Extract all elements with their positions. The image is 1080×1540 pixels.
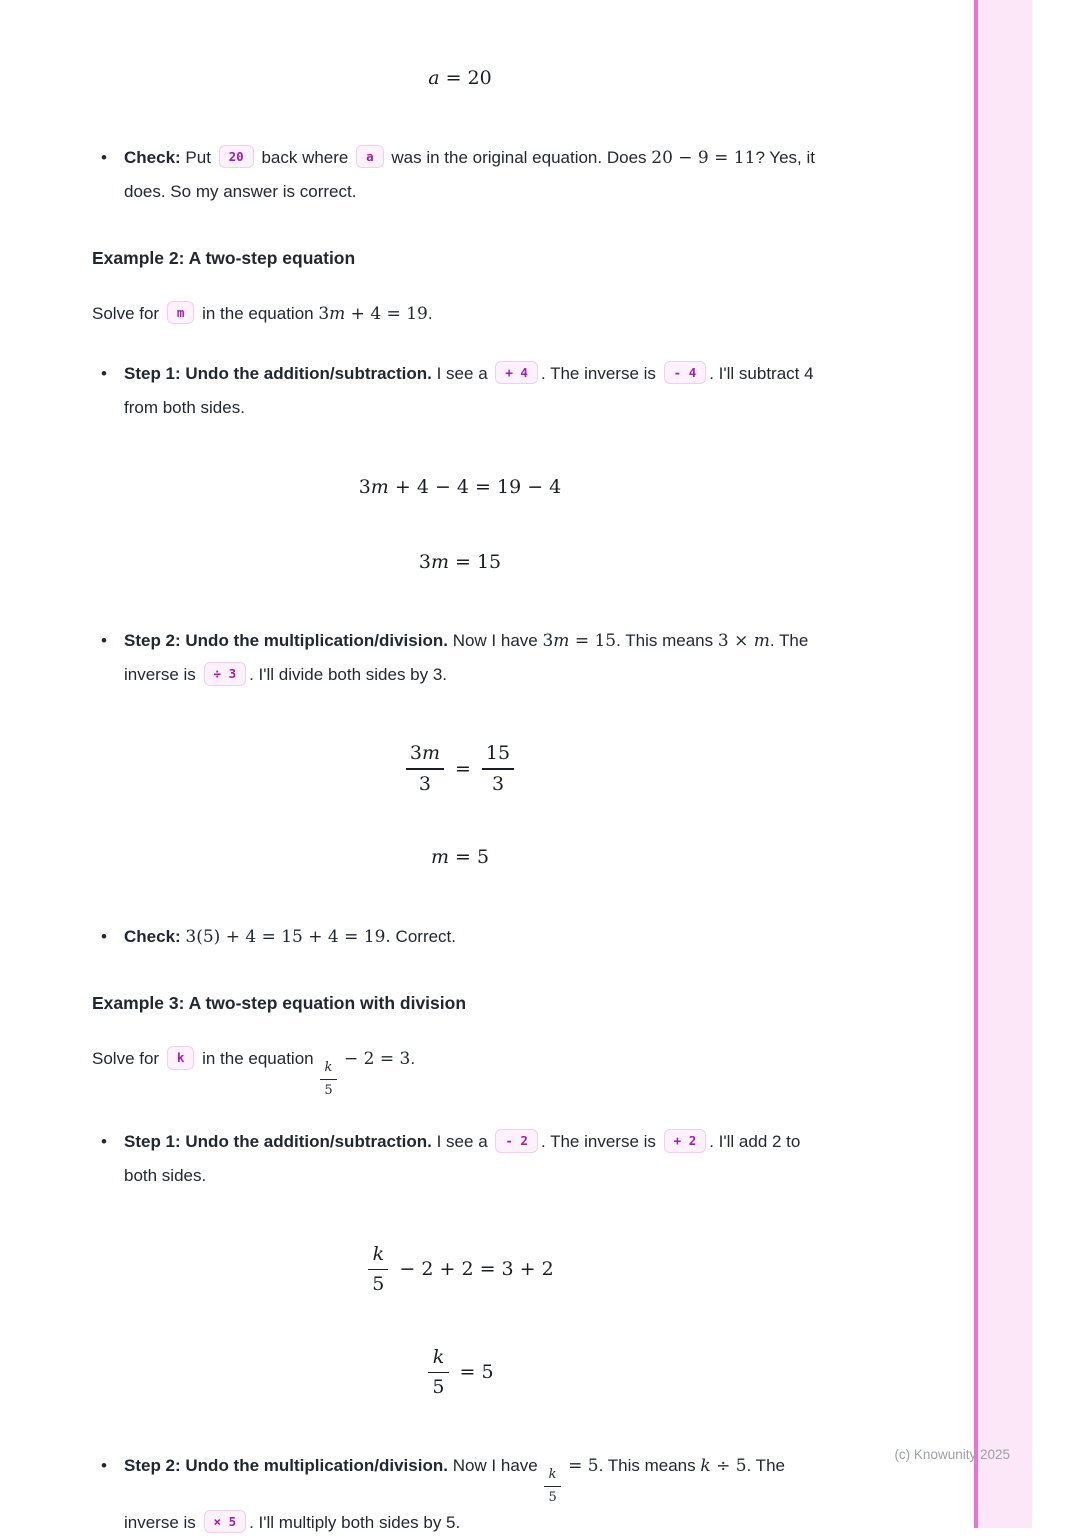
text-segment: in the equation (197, 303, 319, 323)
math-text: = 20 (439, 67, 492, 89)
text-segment: . I'll add 2 to both sides. (124, 1132, 801, 1186)
inline-fraction-k-over-5 (544, 1467, 560, 1506)
inline-code-badge: - 4 (664, 361, 707, 385)
math-text: + 4 − 4 = 19 − 4 (388, 475, 562, 498)
math-variable: m (329, 303, 346, 324)
display-equation-ex2-step1 (92, 475, 828, 500)
text-segment: Solve for (92, 1049, 164, 1069)
display-equation-m-solution (92, 845, 828, 870)
inline-code-badge: - 2 (495, 1129, 538, 1153)
inline-code-badge: a (356, 145, 384, 169)
inline-math: + 4 = 19 (345, 303, 428, 324)
check-label: Check: (124, 927, 181, 947)
display-equation-ex2-division (92, 742, 828, 795)
inline-code-badge: + 2 (664, 1129, 707, 1153)
text-segment: back where (256, 147, 354, 167)
page-edge-accent-band (978, 0, 1032, 1528)
inline-math: 3 (318, 303, 330, 324)
bullet-list (92, 1449, 828, 1540)
fraction-bar (320, 1079, 336, 1081)
page-edge-accent-line (974, 0, 978, 1528)
math-variable: m (421, 742, 440, 765)
fraction-numerator: k (432, 1346, 445, 1369)
text-segment: . This means (616, 631, 718, 651)
content-area (92, 0, 828, 1540)
math-text: 3 (358, 475, 371, 498)
step-label: Step 2: Undo the multiplication/division. (124, 1456, 448, 1476)
math-text: = 5 (459, 1361, 494, 1384)
inline-code-badge: ÷ 3 (204, 662, 247, 686)
bullet-list (92, 141, 828, 209)
text-segment: . I'll divide both sides by 3. (249, 665, 448, 685)
text-segment: Now I have (447, 631, 543, 651)
text-segment: . The inverse is (540, 363, 661, 383)
display-equation-ex3-step1 (92, 1243, 828, 1296)
text-segment: Put (180, 147, 216, 167)
fraction-denominator: 3 (418, 772, 431, 795)
check-label: Check: (124, 147, 181, 167)
math-text: 3 (418, 550, 431, 573)
display-equation-ex3-simplified (92, 1346, 828, 1399)
step2-item-example3 (92, 1449, 828, 1540)
text-segment: was in the original equation. Does (386, 147, 652, 167)
inline-code-badge: × 5 (204, 1510, 247, 1534)
math-variable: m (753, 631, 770, 652)
fraction-denominator: 5 (432, 1376, 445, 1399)
fraction-bar (482, 768, 514, 770)
display-equation-a-solution (92, 66, 828, 91)
fraction-bar (544, 1486, 560, 1488)
text-segment: Solve for (92, 303, 164, 323)
fraction-numerator (406, 742, 444, 765)
text-segment: . This means (598, 1456, 701, 1476)
math-variable: m (553, 631, 570, 652)
text-segment: . (410, 1049, 416, 1069)
math-text: = 5 (448, 846, 490, 869)
check-item-example1 (92, 141, 828, 209)
text-segment: I see a (431, 363, 493, 383)
fraction-numerator: k (548, 1467, 557, 1483)
math-variable: m (430, 550, 449, 573)
fraction-3m-over-3 (406, 742, 444, 795)
math-variable: k (700, 1456, 711, 1477)
text-segment: . I'll multiply both sides by 5. (249, 1512, 461, 1532)
inline-math: = 15 (569, 631, 617, 652)
inline-code-badge: 20 (219, 145, 254, 169)
step-label: Step 2: Undo the multiplication/division. (124, 631, 448, 651)
fraction-numerator: 15 (485, 742, 511, 765)
math-text: 3 (409, 742, 422, 765)
inline-math: 3 (542, 631, 554, 652)
step1-item-example3 (92, 1125, 828, 1193)
math-variable: m (430, 846, 449, 869)
step-label: Step 1: Undo the addition/subtraction. (124, 1132, 432, 1152)
footer-copyright: (c) Knowunity 2025 (894, 1447, 1010, 1462)
inline-math: 20 − 9 = 11 (651, 147, 756, 168)
text-segment: ? Yes, it does. So my answer is correct. (124, 147, 815, 201)
fraction-bar (428, 1372, 448, 1374)
fraction-15-over-3 (482, 742, 514, 795)
step2-item-example2 (92, 624, 828, 692)
fraction-numerator: k (324, 1060, 333, 1076)
inline-code-badge: m (167, 301, 195, 325)
math-variable: m (370, 475, 389, 498)
solve-for-k-paragraph (92, 1042, 828, 1099)
bullet-list (92, 357, 828, 425)
equals-sign: = (455, 757, 471, 780)
bullet-list (92, 624, 828, 692)
bullet-list (92, 1125, 828, 1193)
fraction-k-over-5 (368, 1243, 388, 1296)
step-label: Step 1: Undo the addition/subtraction. (124, 363, 432, 383)
text-segment: Now I have (447, 1456, 543, 1476)
example-3-heading: Example 3: A two-step equation with division (92, 993, 467, 1014)
text-segment: . I'll subtract 4 from both sides. (124, 363, 814, 417)
math-text: = 15 (448, 550, 502, 573)
text-segment: . The inverse is (124, 1456, 785, 1532)
fraction-k-over-5 (428, 1346, 448, 1399)
display-equation-ex2-simplified (92, 550, 828, 575)
fraction-denominator: 5 (372, 1273, 385, 1296)
math-variable: a (428, 67, 440, 89)
solve-for-m-paragraph (92, 297, 828, 331)
inline-fraction-k-over-5 (320, 1060, 336, 1099)
math-text: − 2 + 2 = 3 + 2 (399, 1258, 554, 1281)
text-segment: . The inverse is (124, 631, 809, 685)
text-segment: . The inverse is (540, 1132, 661, 1152)
inline-code-badge: + 4 (495, 361, 538, 385)
check-item-example2 (92, 920, 828, 954)
inline-math: 3(5) + 4 = 15 + 4 = 19. (185, 927, 391, 948)
text-segment: . (427, 303, 433, 323)
fraction-denominator: 5 (324, 1083, 333, 1099)
fraction-denominator: 5 (548, 1490, 557, 1506)
text-segment: in the equation (197, 1049, 319, 1069)
inline-math: = 5 (562, 1456, 599, 1477)
fraction-denominator: 3 (491, 772, 505, 795)
example-2-heading: Example 2: A two-step equation (92, 247, 356, 268)
inline-code-badge: k (167, 1046, 195, 1070)
fraction-numerator: k (372, 1243, 385, 1266)
fraction-bar (406, 768, 444, 770)
inline-math: ÷ 5 (710, 1456, 747, 1477)
fraction-bar (368, 1269, 388, 1271)
inline-math: − 2 = 3 (338, 1049, 411, 1070)
step1-item-example2 (92, 357, 828, 425)
inline-math: 3 × (717, 631, 754, 652)
text-segment: I see a (431, 1132, 493, 1152)
bullet-list (92, 920, 828, 954)
text-segment: Correct. (390, 927, 457, 947)
